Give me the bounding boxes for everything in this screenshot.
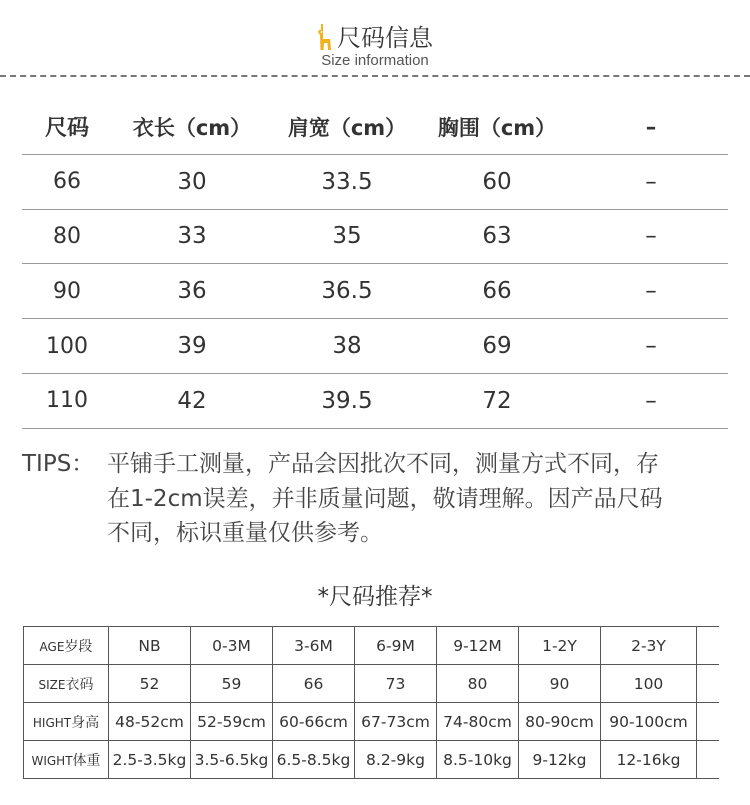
table-cell: 52: [109, 665, 191, 703]
row-label: [24, 741, 109, 779]
table-cell: NB: [109, 627, 191, 665]
table-cell: 30: [177, 168, 207, 195]
table-cell: 48-52cm: [109, 703, 191, 741]
row-label-en: WIGHT: [31, 753, 73, 768]
table-cell: 60-66cm: [273, 703, 355, 741]
table-cell: 33: [177, 223, 207, 250]
table-cell: 0-3M: [191, 627, 273, 665]
table-cell: 66: [273, 665, 355, 703]
table-cell: 6.5-8.5kg: [273, 741, 355, 779]
table-cell: 2-3Y: [601, 627, 697, 665]
table-cell: 8.5-10kg: [437, 741, 519, 779]
recommend-title: *尺码推荐*: [317, 584, 433, 610]
table-row: [22, 264, 728, 319]
giraffe-icon: [317, 23, 333, 51]
empty-cell: [697, 665, 720, 703]
header: [0, 14, 750, 74]
table-cell: 2.5-3.5kg: [109, 741, 191, 779]
table-cell: 59: [191, 665, 273, 703]
table-cell: 36.5: [321, 278, 373, 305]
row-label-zh: 体重: [72, 752, 101, 769]
table-cell: 9-12M: [437, 627, 519, 665]
header-cell: 尺码: [44, 116, 89, 142]
table-cell: 60: [482, 168, 512, 195]
table-cell: 90: [519, 665, 601, 703]
table-cell: 90-100cm: [601, 703, 697, 741]
header-cell: –: [645, 114, 657, 139]
table-row: [24, 665, 720, 703]
table-cell: –: [645, 387, 657, 414]
empty-cell: [697, 627, 720, 665]
table-cell: 39.5: [321, 387, 373, 414]
row-label-en: SIZE: [38, 677, 66, 692]
table-row: [24, 741, 720, 779]
table-cell: 35: [332, 223, 362, 250]
table-cell: 33.5: [321, 168, 373, 195]
tips-line: 在1-2cm误差，并非质量问题，敬请理解。因产品尺码: [107, 485, 663, 512]
table-cell: –: [645, 333, 657, 360]
table-cell: 110: [46, 388, 88, 414]
row-label-zh: 衣码: [65, 676, 94, 693]
table-row: [22, 374, 728, 429]
table-cell: 72: [482, 387, 512, 414]
page-title: 尺码信息: [337, 24, 433, 52]
table-cell: 39: [177, 333, 207, 360]
table-cell: 52-59cm: [191, 703, 273, 741]
table-cell: 100: [601, 665, 697, 703]
tips-label: TIPS：: [22, 451, 95, 477]
table-cell: 67-73cm: [355, 703, 437, 741]
row-label: [24, 703, 109, 741]
table-cell: 73: [355, 665, 437, 703]
row-label-en: HIGHT: [32, 715, 72, 730]
header-cell: 肩宽（cm）: [287, 115, 407, 140]
dashed-divider: [0, 75, 750, 77]
table-cell: 38: [332, 333, 362, 360]
table-cell: 63: [482, 223, 512, 250]
table-cell: 90: [53, 278, 81, 304]
table-cell: 8.2-9kg: [355, 741, 437, 779]
table-cell: –: [645, 168, 657, 195]
table-cell: 66: [53, 169, 81, 195]
table-row: [24, 627, 720, 665]
table-cell: 42: [177, 387, 207, 414]
table-row: [24, 703, 720, 741]
tips-body: [107, 447, 737, 551]
row-label-zh: 岁段: [64, 638, 93, 655]
table-cell: 69: [482, 333, 512, 360]
size-table: [22, 100, 728, 429]
tips-line: 不同，标识重量仅供参考。: [107, 520, 383, 546]
page-subtitle: Size information: [321, 52, 429, 69]
table-row: [22, 319, 728, 374]
header-cell: 衣长（cm）: [132, 115, 252, 140]
recommend-table: [23, 626, 719, 779]
table-row: [22, 210, 728, 265]
row-label-zh: 身高: [71, 714, 100, 731]
table-cell: 74-80cm: [437, 703, 519, 741]
table-cell: 3-6M: [273, 627, 355, 665]
table-row: [22, 155, 728, 210]
table-cell: 80: [53, 223, 81, 249]
size-table-header: [22, 100, 728, 155]
row-label: [24, 665, 109, 703]
table-cell: 66: [482, 278, 512, 305]
empty-cell: [697, 741, 720, 779]
row-label: [24, 627, 109, 665]
table-cell: –: [645, 278, 657, 305]
table-cell: 36: [177, 278, 207, 305]
empty-cell: [697, 703, 720, 741]
tips-line: 平铺手工测量，产品会因批次不同，测量方式不同，存: [107, 451, 659, 477]
table-cell: 100: [46, 333, 88, 359]
title-row: [0, 18, 750, 53]
table-cell: 12-16kg: [601, 741, 697, 779]
table-cell: 6-9M: [355, 627, 437, 665]
table-cell: 3.5-6.5kg: [191, 741, 273, 779]
table-cell: 80-90cm: [519, 703, 601, 741]
table-cell: 9-12kg: [519, 741, 601, 779]
table-cell: 80: [437, 665, 519, 703]
row-label-en: AGE: [39, 639, 65, 654]
table-cell: –: [645, 223, 657, 250]
header-cell: 胸围（cm）: [437, 115, 557, 140]
table-cell: 1-2Y: [519, 627, 601, 665]
